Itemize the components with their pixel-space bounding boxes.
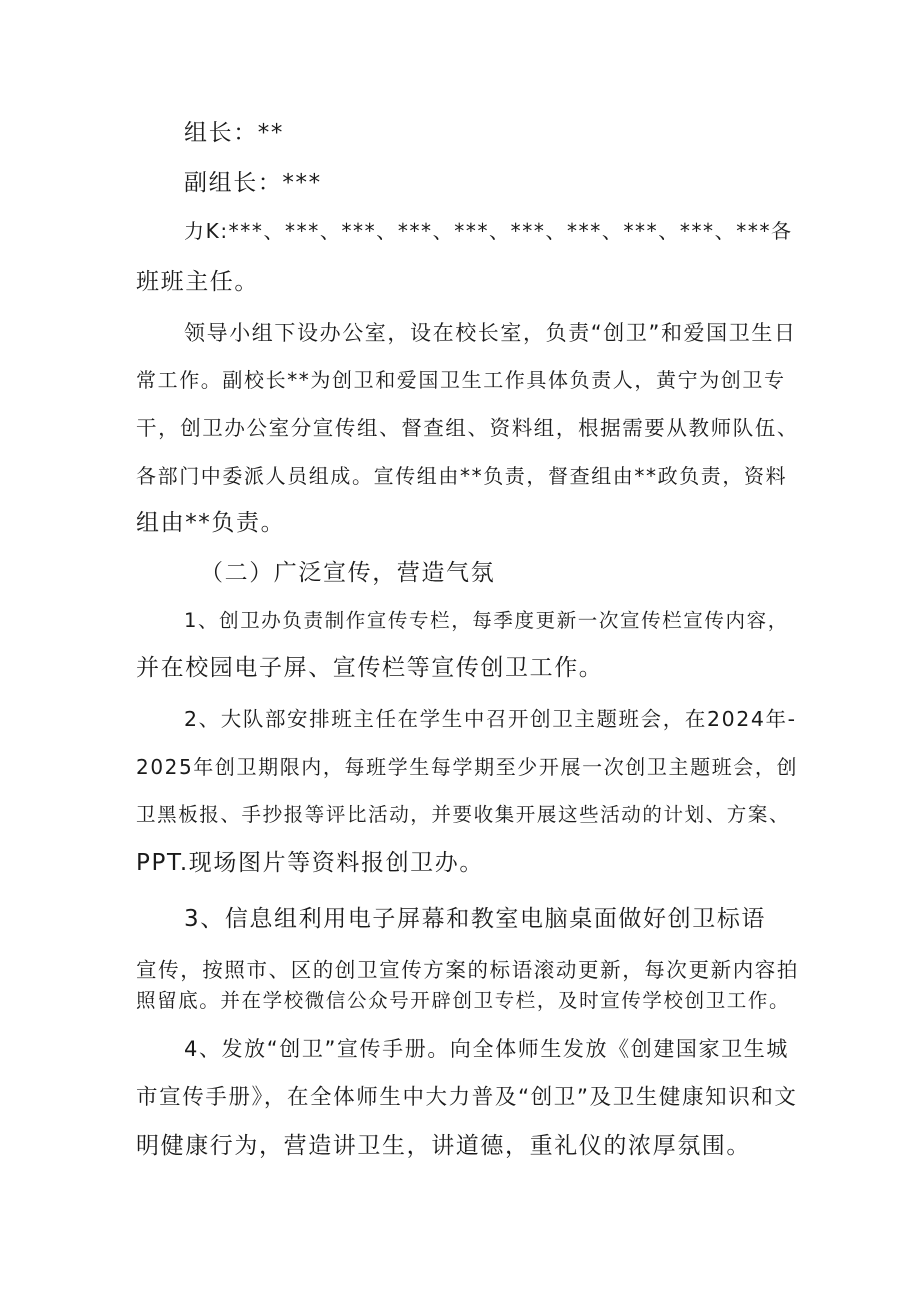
text-line: 3、信息组利用电子屏幕和教室电脑桌面做好创卫标语 xyxy=(184,906,767,932)
text-line: PPT.现场图片等资料报创卫办。 xyxy=(136,850,484,876)
text-line: 市宣传手册》，在全体师生中大力普及“创卫”及卫生健康知识和文 xyxy=(136,1085,798,1110)
text-line: 2、大队部安排班主任在学生中召开创卫主题班会，在2024年- xyxy=(184,707,797,731)
text-line: 各部门中委派人员组成。宣传组由**负责，督查组由**政负责，资料 xyxy=(136,464,788,488)
text-line: 并在校园电子屏、宣传栏等宣传创卫工作。 xyxy=(136,655,604,681)
section-heading: （二）广泛宣传，营造气氛 xyxy=(200,560,496,586)
text-line: 组长：** xyxy=(184,120,284,146)
text-line: 照留底。并在学校微信公众号开辟创卫专栏，及时宣传学校创卫工作。 xyxy=(136,989,791,1012)
text-line: 班班主任。 xyxy=(136,269,259,295)
text-line: 常工作。副校长**为创卫和爱国卫生工作具体负责人，黄宁为创卫专 xyxy=(136,368,786,392)
text-line: 1、创卫办负责制作宣传专栏，每季度更新一次宣传栏宣传内容， xyxy=(184,609,789,632)
text-line: 领导小组下设办公室，设在校长室，负责“创卫”和爱国卫生日 xyxy=(184,321,797,345)
text-line: 干，创卫办公室分宣传组、督查组、资料组，根据需要从教师队伍、 xyxy=(136,416,799,440)
text-line: 明健康行为，营造讲卫生，讲道德，重礼仪的浓厚氛围。 xyxy=(136,1133,751,1159)
text-line: 宣传，按照市、区的创卫宣传方案的标语滚动更新，每次更新内容拍 xyxy=(136,958,799,982)
text-line: 力K:***、***、***、***、***、***、***、***、***、***各 xyxy=(184,219,793,243)
text-line: 副组长：*** xyxy=(184,170,322,196)
text-line: 组由**负责。 xyxy=(136,510,286,536)
text-line: 2025年创卫期限内，每班学生每学期至少开展一次创卫主题班会，创 xyxy=(136,755,799,779)
text-line: 4、发放“创卫”宣传手册。向全体师生发放《创建国家卫生城 xyxy=(184,1037,789,1061)
text-line: 卫黑板报、手抄报等评比活动，并要收集开展这些活动的计划、方案、 xyxy=(136,803,791,826)
